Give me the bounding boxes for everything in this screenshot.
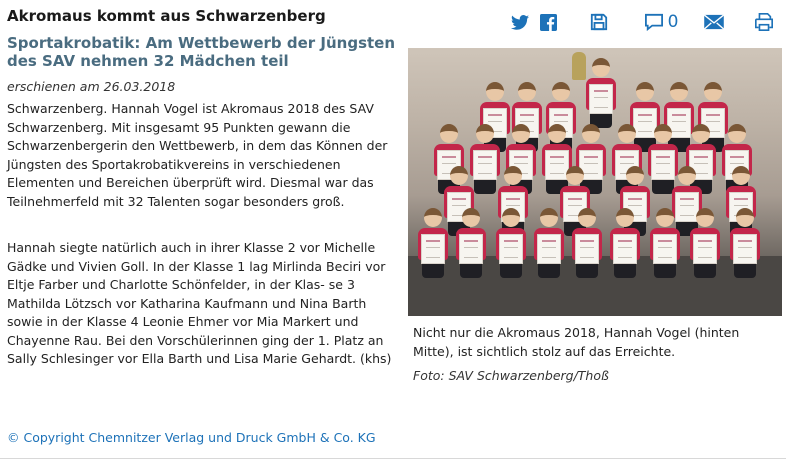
article-paragraph: Schwarzenberg. Hannah Vogel ist Akromaus 2018 des SAV Schwarzenberg. Mit insgesamt 95 Punkten gewann die Schwarzenbergerin den Wettbewerb, in dem das Können der Jüngsten des Sportakrobatikvereins in verschiedenen Elementen und Bereichen überprüft wird. Diesmal war das Teilnehmerfeld mit 32 Talenten sogar besonders groß. [7,101,388,209]
photo-child [584,58,618,128]
photo-child [648,208,682,278]
photo-child [688,208,722,278]
article-subheadline: Sportakrobatik: Am Wettbewerb der Jüngsten des SAV nehmen 32 Mädchen teil [7,34,396,70]
facebook-icon[interactable] [538,10,558,34]
mail-icon[interactable] [702,10,726,34]
comment-button[interactable] [640,10,682,34]
share-toolbar [508,10,778,36]
footer-divider [0,458,786,459]
photo-child [728,208,762,278]
photo-child [416,208,450,278]
article-photo[interactable] [408,48,782,316]
article-paragraph: Hannah siegte natürlich auch in ihrer Klasse 2 vor Michelle Gädke und Vivien Goll. In der Klasse 1 lag Mirlinda Beciri vor Eltje Farber und Charlotte Schönfelder, in der Klas- se 3 Mathilda Lötzsch vor Katharina Kaufmann und Nina Barth sowie in der Klasse 4 Leonie Ehmer vor Mia Markert und Chayenne Rau. Bei den Vorschülerinnen ging der 1. Platz an Sally Schlesinger vor Ella Barth und Lisa Marie Gehardt. (khs) [7,240,392,366]
save-icon[interactable] [588,10,610,34]
article-headline: Akromaus kommt aus Schwarzenberg [7,7,326,25]
photo-child [532,208,566,278]
publication-date: erschienen am 26.03.2018 [7,79,176,94]
twitter-icon[interactable] [510,10,530,34]
copyright-link[interactable]: © Copyright Chemnitzer Verlag und Druck GmbH & Co. KG [7,430,376,445]
photo-child [454,208,488,278]
print-icon[interactable] [752,10,776,34]
photo-child [570,208,604,278]
photo-child [494,208,528,278]
comment-count: 0 [667,12,679,32]
comment-icon [644,13,664,31]
photo-credit: Foto: SAV Schwarzenberg/Thoß [413,368,609,383]
photo-child [608,208,642,278]
photo-caption: Nicht nur die Akromaus 2018, Hannah Vogel (hinten Mitte), ist sichtlich stolz auf das Erreichte. [413,325,740,359]
